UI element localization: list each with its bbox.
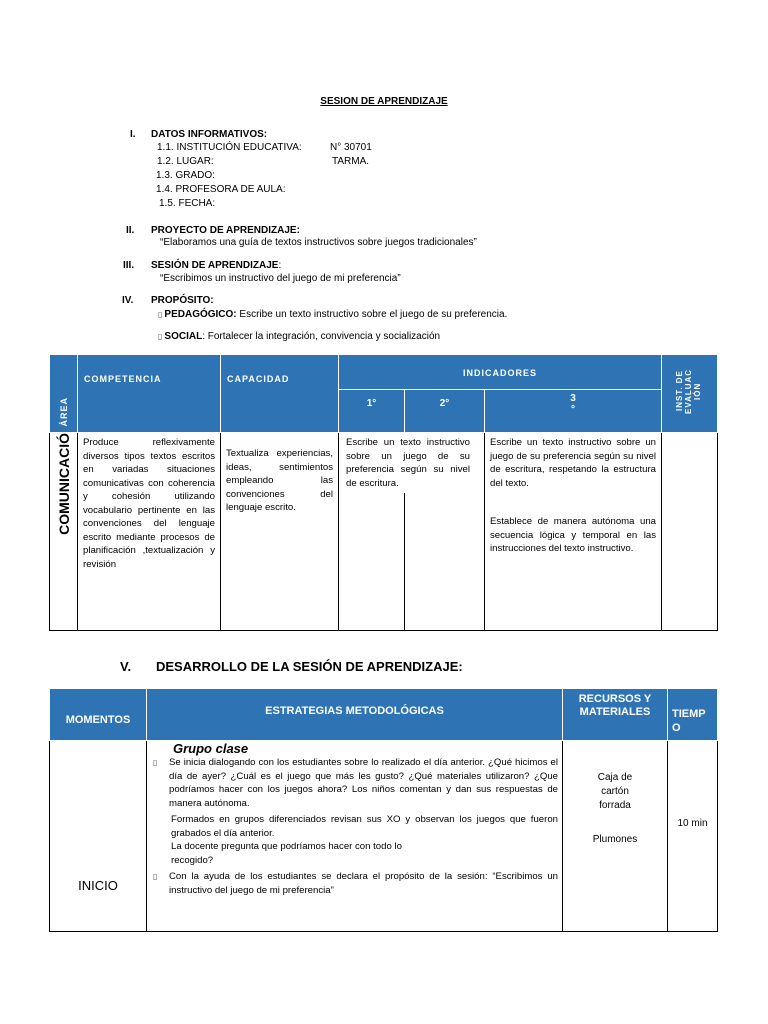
capacidad-header: CAPACIDAD xyxy=(227,374,290,384)
section-5-number: V. xyxy=(120,659,132,674)
area-header: ÁREA xyxy=(58,397,69,427)
info-row-1 xyxy=(157,141,372,155)
estrategias-cell xyxy=(147,741,563,932)
grade-1-cell xyxy=(339,390,405,433)
purpose-pedagogico xyxy=(158,308,507,322)
capacidad-header-cell xyxy=(221,355,339,433)
recurso-2: Plumones xyxy=(592,834,638,845)
bullet-icon: ▯ xyxy=(153,758,158,767)
recursos-header-cell xyxy=(563,689,668,741)
capacidad-text: Textualiza experiencias, ideas, sentimientos empleando las convenciones del lenguaje escrito. xyxy=(226,448,333,513)
tiempo-header: TIEMPO xyxy=(672,708,706,734)
bullet-icon: ▯ xyxy=(158,332,163,341)
indicador-3b-text: Establece de manera autónoma una secuencia lógica y temporal en las instrucciones del texto instructivo. xyxy=(490,516,657,554)
inst-header: INST. DE EVALUAC IÓN xyxy=(674,368,702,414)
section-4-number: IV. xyxy=(122,295,134,306)
strategy-item-4 xyxy=(153,867,558,897)
competencia-cell xyxy=(78,433,221,631)
momentos-header-cell xyxy=(50,689,147,741)
area-cell xyxy=(50,433,78,631)
info-value: N° 30701 xyxy=(330,142,372,153)
section-5-title: DESARROLLO DE LA SESIÓN DE APRENDIZAJE: xyxy=(156,659,463,674)
grade-2: 2° xyxy=(439,398,450,409)
grade-1: 1° xyxy=(366,398,377,409)
info-label: 1.3. GRADO: xyxy=(156,170,215,181)
indicador-3a-text: Escribe un texto instructivo sobre un juego de su preferencia según su nivel de escritura, respetando la estructura del texto. xyxy=(490,437,657,489)
info-label: 1.4. PROFESORA DE AULA: xyxy=(156,184,286,195)
section-3-label: SESIÓN DE APRENDIZAJE xyxy=(151,260,279,271)
purpose-social xyxy=(158,330,440,344)
indicadores-header-cell xyxy=(339,355,662,390)
recurso-1: Caja de cartón forrada xyxy=(597,772,633,811)
section-4-title: PROPÓSITO: xyxy=(151,295,214,306)
inst-cell xyxy=(662,433,718,631)
recursos-cell xyxy=(563,741,668,932)
pedagogico-text: Escribe un texto instructivo sobre el juego de su preferencia. xyxy=(236,309,508,320)
area-header-cell xyxy=(50,355,78,433)
indicador-2-text: Escribe un texto instructivo sobre un juego de su preferencia según su nivel de escritura. xyxy=(341,433,475,493)
competencias-table xyxy=(49,354,718,631)
desarrollo-table xyxy=(49,688,718,932)
section-2-title: PROYECTO DE APRENDIZAJE: xyxy=(151,225,300,236)
section-1-title: DATOS INFORMATIVOS: xyxy=(151,129,268,140)
info-row-5 xyxy=(159,197,215,211)
info-row-2 xyxy=(157,155,369,169)
info-value: TARMA. xyxy=(332,156,370,167)
section-3-title xyxy=(151,260,281,271)
group-title: Grupo clase xyxy=(173,741,249,756)
section-3-colon: : xyxy=(278,260,282,271)
grade-2-cell xyxy=(405,390,485,433)
momento-inicio: INICIO xyxy=(78,878,118,893)
tiempo-value: 10 min xyxy=(677,818,708,829)
area-value: COMUNICACIÓ xyxy=(55,433,72,535)
strategy-text-2: Formados en grupos diferenciados revisan sus XO y observan los juegos que fueron grabados el día anterior. xyxy=(171,814,558,839)
indicador-3-cell xyxy=(485,433,662,631)
info-row-3 xyxy=(156,169,215,183)
momentos-header: MOMENTOS xyxy=(65,714,131,726)
indicadores-header: INDICADORES xyxy=(463,368,538,378)
strategy-item-1 xyxy=(153,756,558,810)
info-label: 1.2. LUGAR: xyxy=(157,156,214,167)
info-label: 1.5. FECHA: xyxy=(159,198,216,209)
indicador-2-cell xyxy=(346,433,485,631)
project-text: “Elaboramos una guía de textos instructivos sobre juegos tradicionales” xyxy=(160,237,477,248)
momento-cell xyxy=(50,741,147,932)
grade-3: 3 ° xyxy=(570,393,576,415)
competencia-header-cell xyxy=(78,355,221,433)
strategy-text-3: La docente pregunta que podríamos hacer con todo lo recogido? xyxy=(171,841,402,866)
section-1-number: I. xyxy=(130,129,136,140)
section-2-number: II. xyxy=(126,225,135,236)
inst-header-cell xyxy=(662,355,718,433)
estrategias-header-cell xyxy=(147,689,563,741)
session-text: “Escribimos un instructivo del juego de mi preferencia” xyxy=(160,273,401,284)
social-label: SOCIAL xyxy=(164,331,203,342)
strategy-text-1: Se inicia dialogando con los estudiantes sobre lo realizado el día anterior. ¿Qué hicimos el día de ayer? ¿Cuál es el juego que más les gusto? ¿Qué materiales utilizaron? ¿Que podríamos hacer con los juegos ahora? Los niños comentan y dan sus respuestas de manera autónoma. xyxy=(169,757,558,809)
section-3-number: III. xyxy=(123,260,135,271)
social-text: : Fortalecer la integración, convivencia y socialización xyxy=(202,331,441,342)
tiempo-header-cell xyxy=(668,689,718,741)
estrategias-header: ESTRATEGIAS METODOLÓGICAS xyxy=(265,705,444,717)
competencia-text: Produce reflexivamente diversos tipos textos escritos en variadas situaciones comunicativas con coherencia y cohesión utilizando vocabulario pertinente en las convenciones del lenguaje escrito mediante procesos de planificación ,textualización y revisión xyxy=(83,437,215,570)
info-label: 1.1. INSTITUCIÓN EDUCATIVA: xyxy=(157,142,302,153)
strategy-text-4: Con la ayuda de los estudiantes se declara el propósito de la sesión: “Escribimos un instructivo del juego de mi preferencia” xyxy=(169,871,558,896)
bullet-icon: ▯ xyxy=(158,310,163,319)
recursos-header: RECURSOS Y MATERIALES xyxy=(578,693,652,718)
pedagogico-label: PEDAGÓGICO: xyxy=(164,309,237,320)
capacidad-cell xyxy=(221,433,339,631)
info-row-4 xyxy=(156,183,286,197)
page-title: SESION DE APRENDIZAJE xyxy=(320,96,448,107)
tiempo-cell xyxy=(668,741,718,932)
grade-3-cell xyxy=(485,390,662,433)
competencia-header: COMPETENCIA xyxy=(84,374,162,384)
bullet-icon: ▯ xyxy=(153,872,158,881)
